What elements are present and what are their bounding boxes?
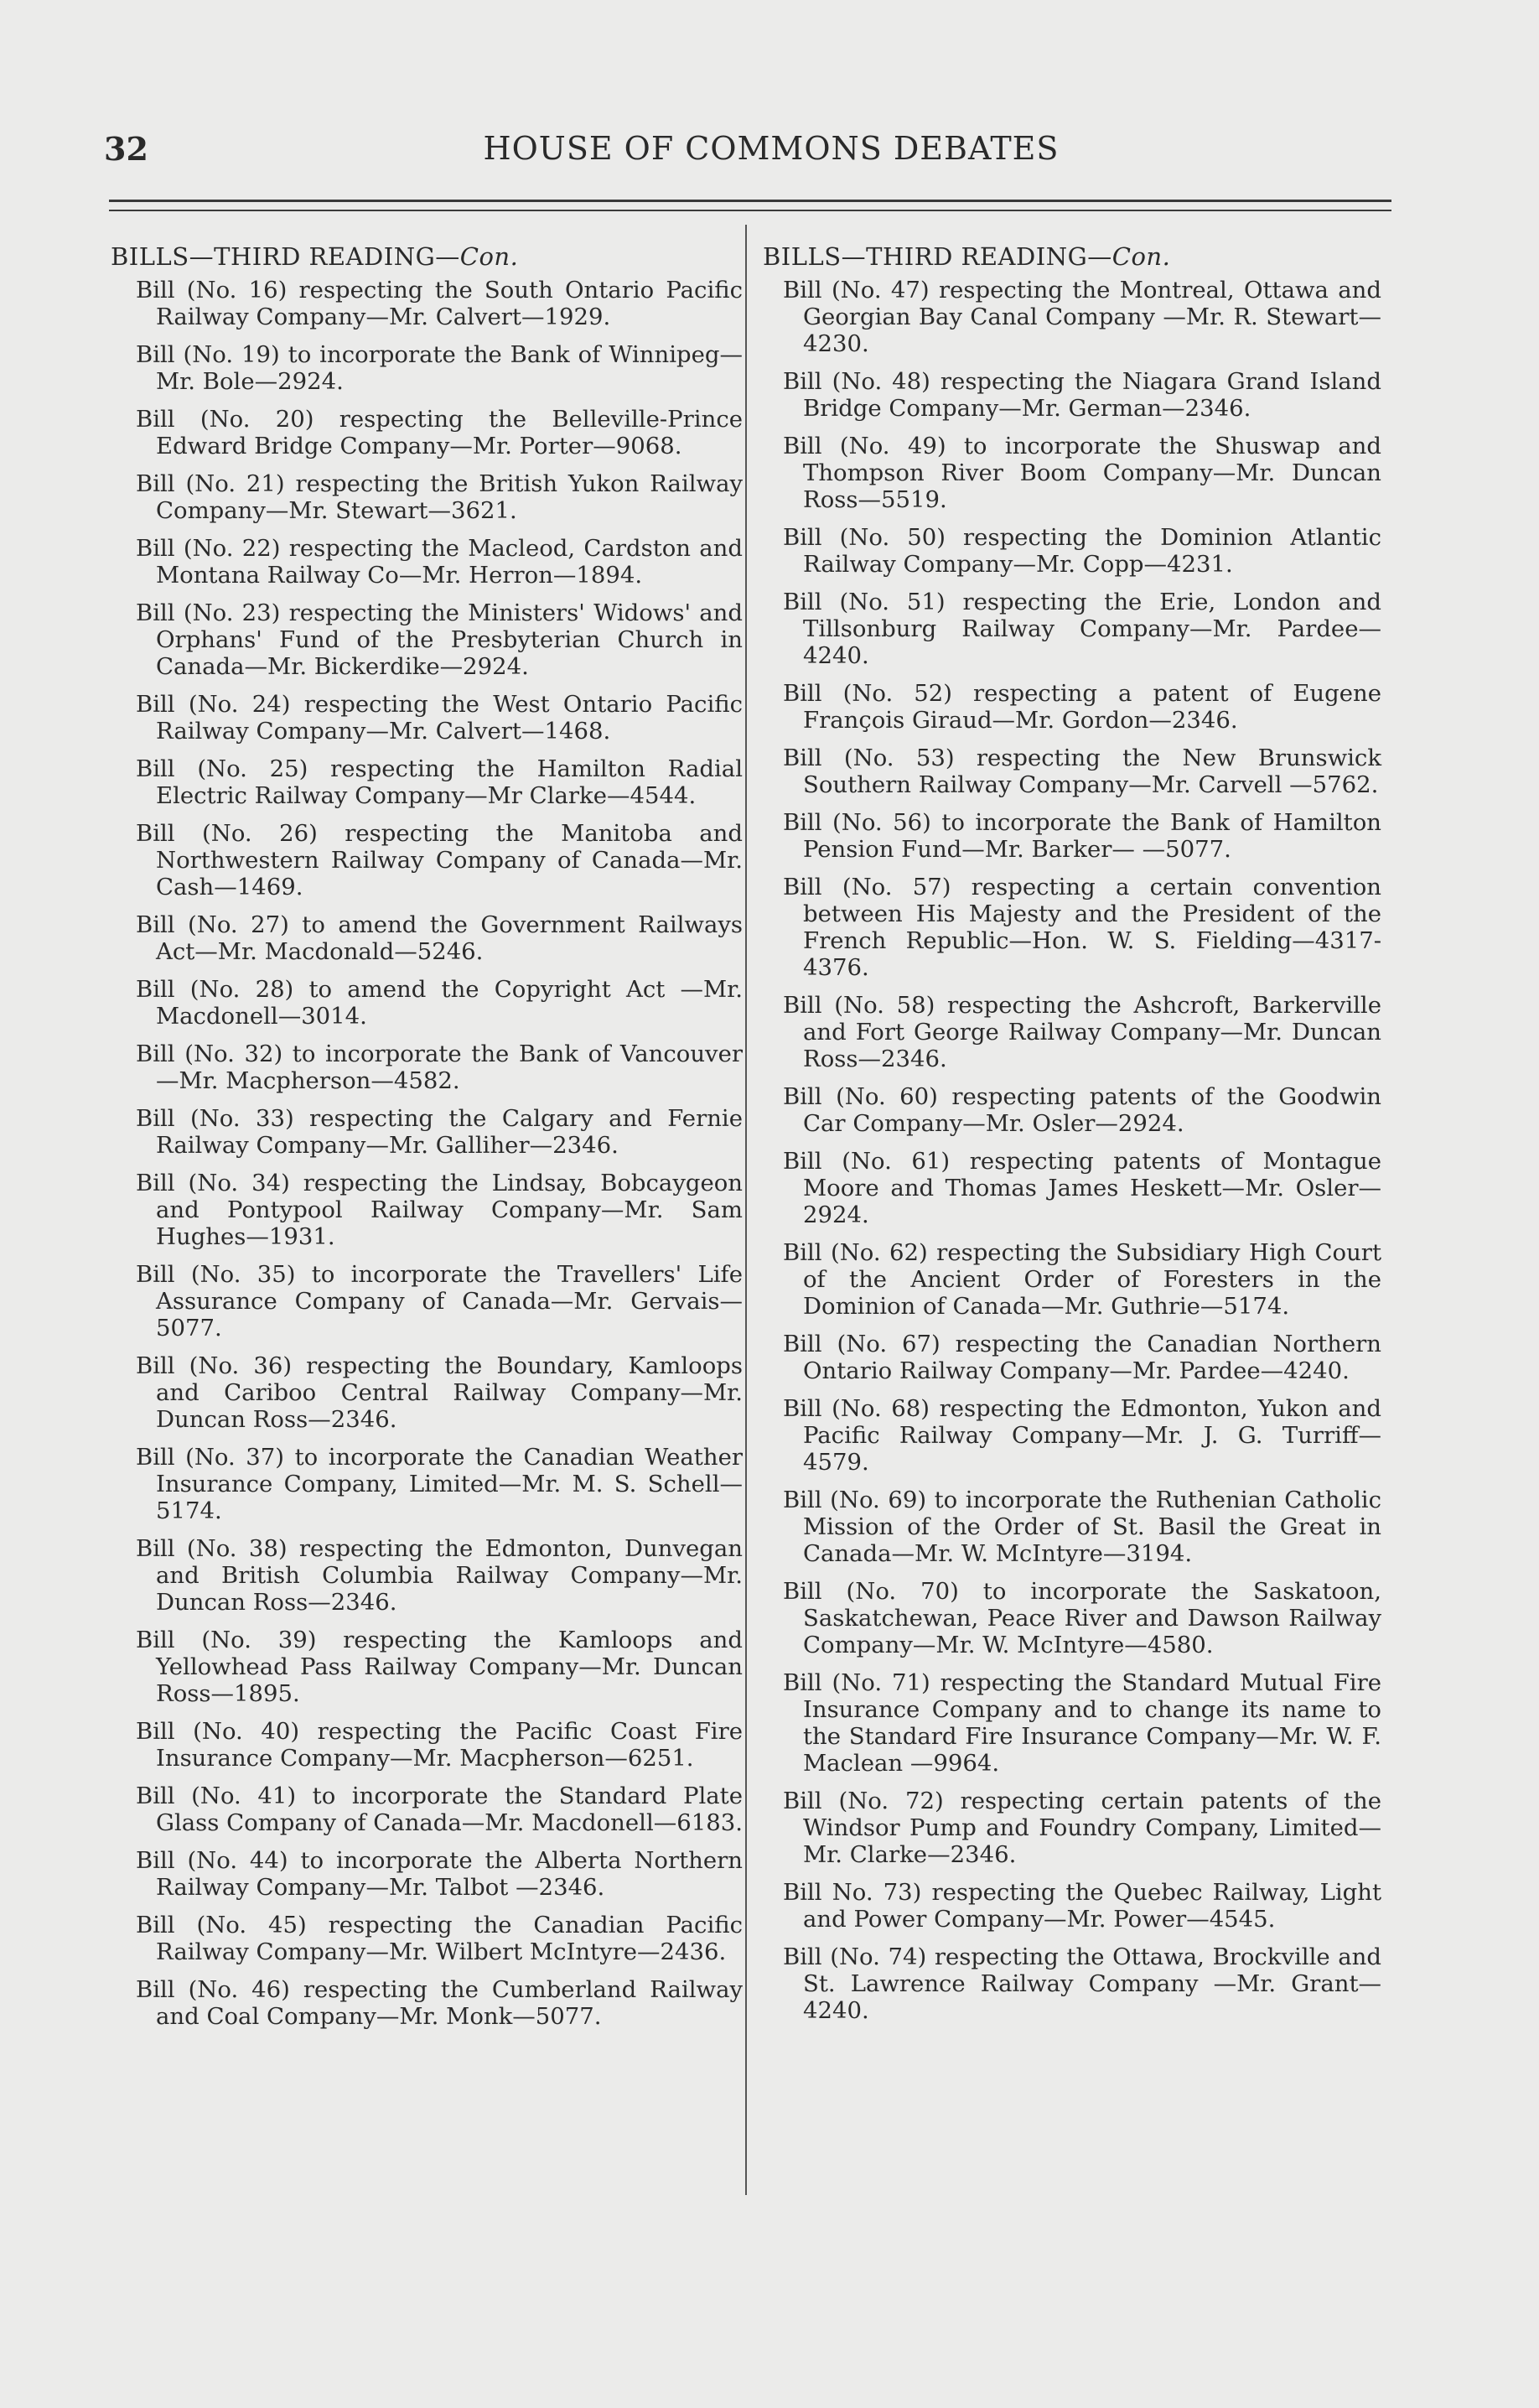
bill-entry: Bill (No. 19) to incorporate the Bank of Winnipeg—Mr. Bole—2924. xyxy=(136,341,743,395)
bill-entry: Bill (No. 74) respecting the Ottawa, Brockville and St. Lawrence Railway Company —Mr. Grant—4240. xyxy=(783,1944,1381,2024)
bill-entry: Bill (No. 16) respecting the South Ontario Pacific Railway Company—Mr. Calvert—1929. xyxy=(136,277,743,330)
bill-entry: Bill (No. 56) to incorporate the Bank of Hamilton Pension Fund—Mr. Barker— —5077. xyxy=(783,809,1381,863)
bill-entry: Bill (No. 21) respecting the British Yukon Railway Company—Mr. Stewart—3621. xyxy=(136,470,743,524)
bill-entry: Bill (No. 37) to incorporate the Canadian Weather Insurance Company, Limited—Mr. M. S. Schell—5174. xyxy=(136,1444,743,1524)
running-head: HOUSE OF COMMONS DEBATES xyxy=(483,130,1060,167)
column-heading-continued: Con. xyxy=(459,242,519,271)
bill-entry: Bill (No. 41) to incorporate the Standard Plate Glass Company of Canada—Mr. Macdonell—6183. xyxy=(136,1783,743,1836)
bill-entry: Bill (No. 28) to amend the Copyright Act —Mr. Macdonell—3014. xyxy=(136,976,743,1030)
bill-entry: Bill (No. 40) respecting the Pacific Coast Fire Insurance Company—Mr. Macpherson—6251. xyxy=(136,1718,743,1772)
bill-entry: Bill (No. 47) respecting the Montreal, Ottawa and Georgian Bay Canal Company —Mr. R. Stewart—4230. xyxy=(783,277,1381,357)
bill-entry: Bill (No. 22) respecting the Macleod, Cardston and Montana Railway Co—Mr. Herron—1894. xyxy=(136,535,743,589)
column-heading-continued: Con. xyxy=(1112,242,1171,271)
bill-entry: Bill (No. 24) respecting the West Ontario Pacific Railway Company—Mr. Calvert—1468. xyxy=(136,691,743,745)
bill-entry: Bill (No. 26) respecting the Manitoba and Northwestern Railway Company of Canada—Mr. Cash—1469. xyxy=(136,820,743,900)
right-column xyxy=(763,243,1408,2035)
bill-entry: Bill (No. 32) to incorporate the Bank of Vancouver—Mr. Macpherson—4582. xyxy=(136,1041,743,1094)
bill-entry: Bill (No. 48) respecting the Niagara Grand Island Bridge Company—Mr. German—2346. xyxy=(783,368,1381,422)
bill-entry: Bill (No. 62) respecting the Subsidiary High Court of the Ancient Order of Foresters in the Dominion of Canada—Mr. Guthrie—5174. xyxy=(783,1239,1381,1320)
bill-entry: Bill (No. 49) to incorporate the Shuswap and Thompson River Boom Company—Mr. Duncan Ross—5519. xyxy=(783,433,1381,513)
column-heading-text: BILLS—THIRD READING— xyxy=(111,242,460,271)
bill-entry: Bill (No. 23) respecting the Ministers' Widows' and Orphans' Fund of the Presbyterian Church in Canada—Mr. Bickerdike—2924. xyxy=(136,599,743,680)
bill-entry: Bill (No. 60) respecting patents of the Goodwin Car Company—Mr. Osler—2924. xyxy=(783,1083,1381,1137)
page-number: 32 xyxy=(104,130,148,168)
bill-entry: Bill (No. 25) respecting the Hamilton Radial Electric Railway Company—Mr Clarke—4544. xyxy=(136,755,743,809)
bill-entry: Bill (No. 33) respecting the Calgary and Fernie Railway Company—Mr. Galliher—2346. xyxy=(136,1105,743,1159)
bill-entry: Bill (No. 57) respecting a certain convention between His Majesty and the President of the French Republic—Hon. W. S. Fielding—4317-4376. xyxy=(783,874,1381,981)
bill-entry: Bill (No. 46) respecting the Cumberland Railway and Coal Company—Mr. Monk—5077. xyxy=(136,1976,743,2030)
bill-entry: Bill (No. 34) respecting the Lindsay, Bobcaygeon and Pontypool Railway Company—Mr. Sam Hughes—1931. xyxy=(136,1170,743,1250)
column-heading xyxy=(763,243,1408,270)
bill-entry: Bill (No. 45) respecting the Canadian Pacific Railway Company—Mr. Wilbert McIntyre—2436. xyxy=(136,1912,743,1965)
column-heading xyxy=(111,243,748,270)
bill-list xyxy=(763,277,1408,2024)
left-column xyxy=(111,243,748,2041)
bill-entry: Bill (No. 61) respecting patents of Montague Moore and Thomas James Heskett—Mr. Osler—2924. xyxy=(783,1148,1381,1228)
bill-entry: Bill (No. 50) respecting the Dominion Atlantic Railway Company—Mr. Copp—4231. xyxy=(783,524,1381,578)
bill-entry: Bill (No. 53) respecting the New Brunswick Southern Railway Company—Mr. Carvell —5762. xyxy=(783,745,1381,798)
bill-entry: Bill (No. 51) respecting the Erie, London and Tillsonburg Railway Company—Mr. Pardee—4240. xyxy=(783,589,1381,669)
bill-entry: Bill (No. 70) to incorporate the Saskatoon, Saskatchewan, Peace River and Dawson Railway Company—Mr. W. McIntyre—4580. xyxy=(783,1578,1381,1658)
bill-entry: Bill (No. 72) respecting certain patents of the Windsor Pump and Foundry Company, Limited—Mr. Clarke—2346. xyxy=(783,1788,1381,1868)
bill-entry: Bill No. 73) respecting the Quebec Railway, Light and Power Company—Mr. Power—4545. xyxy=(783,1879,1381,1933)
bill-entry: Bill (No. 71) respecting the Standard Mutual Fire Insurance Company and to change its name to the Standard Fire Insurance Company—Mr. W. F. Maclean —9964. xyxy=(783,1669,1381,1777)
bill-entry: Bill (No. 68) respecting the Edmonton, Yukon and Pacific Railway Company—Mr. J. G. Turriff—4579. xyxy=(783,1395,1381,1476)
bill-entry: Bill (No. 39) respecting the Kamloops and Yellowhead Pass Railway Company—Mr. Duncan Ross—1895. xyxy=(136,1627,743,1707)
bill-entry: Bill (No. 44) to incorporate the Alberta Northern Railway Company—Mr. Talbot —2346. xyxy=(136,1847,743,1901)
column-heading-text: BILLS—THIRD READING— xyxy=(763,242,1112,271)
bill-entry: Bill (No. 27) to amend the Government Railways Act—Mr. Macdonald—5246. xyxy=(136,911,743,965)
bill-list xyxy=(111,277,748,2030)
bill-entry: Bill (No. 35) to incorporate the Travellers' Life Assurance Company of Canada—Mr. Gervais—5077. xyxy=(136,1261,743,1342)
bill-entry: Bill (No. 20) respecting the Belleville-Prince Edward Bridge Company—Mr. Porter—9068. xyxy=(136,406,743,459)
bill-entry: Bill (No. 36) respecting the Boundary, Kamloops and Cariboo Central Railway Company—Mr. Duncan Ross—2346. xyxy=(136,1352,743,1433)
header-rule xyxy=(109,200,1391,202)
bill-entry: Bill (No. 69) to incorporate the Ruthenian Catholic Mission of the Order of St. Basil the Great in Canada—Mr. W. McIntyre—3194. xyxy=(783,1487,1381,1567)
header-rule-secondary xyxy=(109,210,1391,211)
bill-entry: Bill (No. 38) respecting the Edmonton, Dunvegan and British Columbia Railway Company—Mr. Duncan Ross—2346. xyxy=(136,1535,743,1616)
bill-entry: Bill (No. 58) respecting the Ashcroft, Barkerville and Fort George Railway Company—Mr. Duncan Ross—2346. xyxy=(783,992,1381,1072)
bill-entry: Bill (No. 67) respecting the Canadian Northern Ontario Railway Company—Mr. Pardee—4240. xyxy=(783,1331,1381,1384)
bill-entry: Bill (No. 52) respecting a patent of Eugene François Giraud—Mr. Gordon—2346. xyxy=(783,680,1381,734)
